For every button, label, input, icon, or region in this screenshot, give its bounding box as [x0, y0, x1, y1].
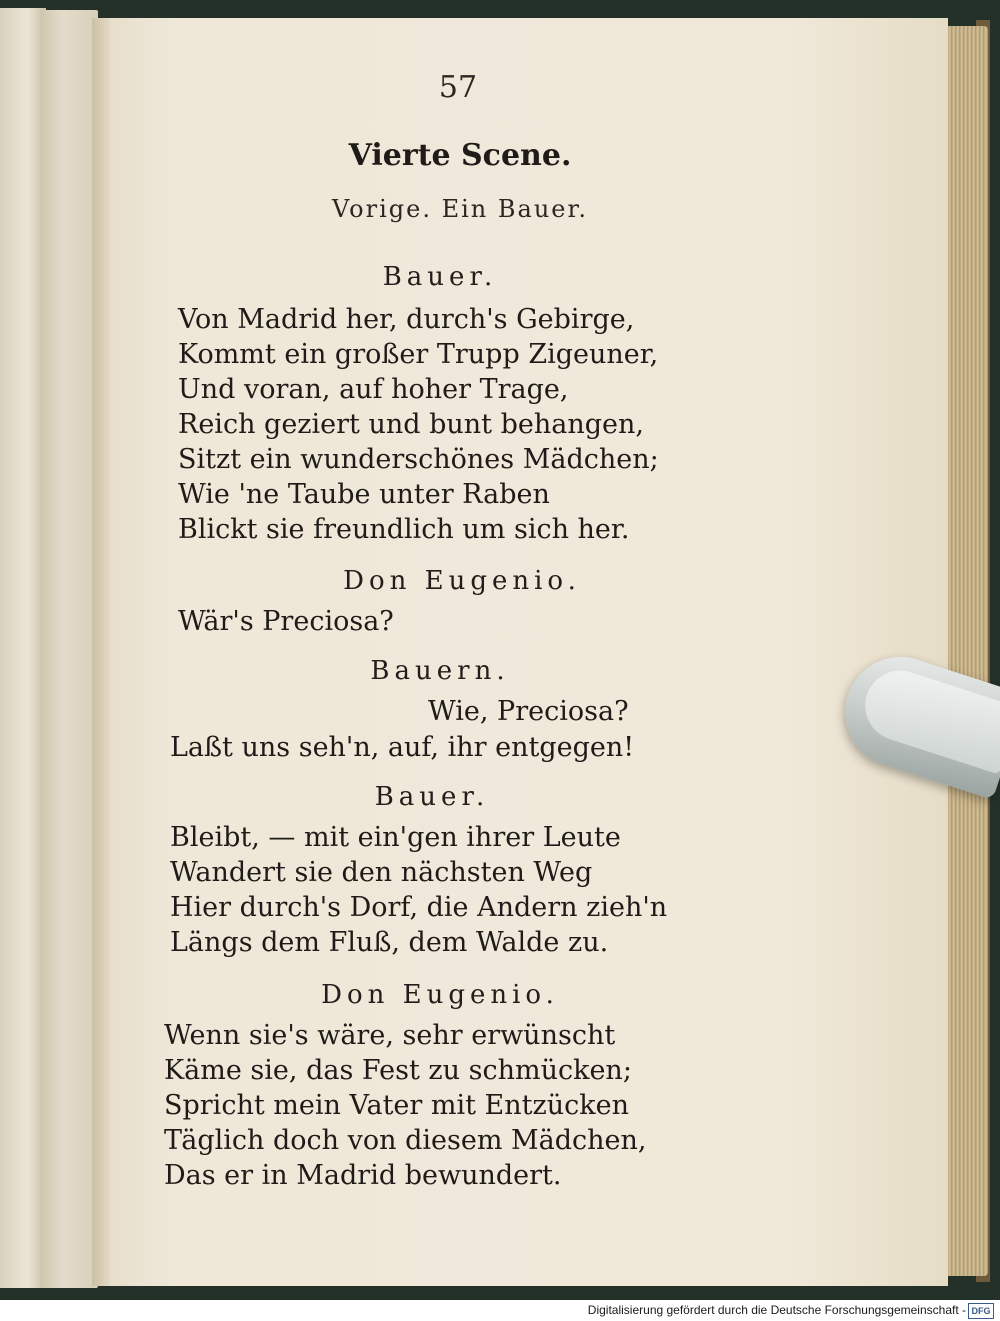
- verse-block: [170, 730, 634, 765]
- verse-line: Sitzt ein wunderschönes Mädchen;: [178, 444, 659, 475]
- verse-line: Bleibt, — mit ein'gen ihrer Leute: [170, 822, 621, 853]
- verse-line: Von Madrid her, durch's Gebirge,: [178, 304, 635, 335]
- verse-line: Laßt uns seh'n, auf, ihr entgegen!: [170, 732, 635, 763]
- funding-credit: Digitalisierung gefördert durch die Deutsche Forschungsgemeinschaft -: [587, 1303, 966, 1317]
- verse-line: Käme sie, das Fest zu schmücken;: [164, 1055, 632, 1086]
- speaker-name: Bauer.: [382, 262, 498, 292]
- verse-block: [164, 1018, 647, 1193]
- verse-line: Wie 'ne Taube unter Raben: [178, 479, 550, 510]
- verse-block: [178, 302, 659, 547]
- verse-line: Reich geziert und bunt behangen,: [178, 409, 644, 440]
- cast-line: Vorige. Ein Bauer.: [332, 195, 588, 223]
- left-page-fold: [40, 10, 98, 1288]
- verse-line: Wenn sie's wäre, sehr erwünscht: [164, 1020, 616, 1051]
- verse-line: Kommt ein großer Trupp Zigeuner,: [178, 339, 659, 370]
- verse-line: Blickt sie freundlich um sich her.: [178, 514, 630, 545]
- dfg-logo: DFG: [968, 1303, 994, 1319]
- verse-line: Das er in Madrid bewundert.: [164, 1160, 562, 1191]
- verse-line: Spricht mein Vater mit Entzücken: [164, 1090, 629, 1121]
- verse-line: Wär's Preciosa?: [178, 606, 394, 637]
- verse-line: Hier durch's Dorf, die Andern zieh'n: [170, 892, 668, 923]
- verse-line: Und voran, auf hoher Trage,: [178, 374, 569, 405]
- verse-line: Längs dem Fluß, dem Walde zu.: [170, 927, 609, 958]
- footer-bar: [0, 1300, 1000, 1321]
- verse-line: Täglich doch von diesem Mädchen,: [164, 1125, 647, 1156]
- scene-title: Vierte Scene.: [348, 138, 572, 173]
- verse-block: [170, 820, 667, 960]
- verse-line: Wie, Preciosa?: [428, 696, 629, 727]
- verse-block: [178, 604, 394, 639]
- verse-line: Wandert sie den nächsten Weg: [170, 857, 593, 888]
- speaker-name: Don Eugenio.: [343, 566, 581, 596]
- speaker-name: Don Eugenio.: [321, 980, 559, 1010]
- page-number: 57: [438, 70, 478, 105]
- speaker-name: Bauern.: [370, 656, 510, 686]
- page-block-edges: [944, 26, 988, 1276]
- speaker-name: Bauer.: [374, 782, 490, 812]
- verse-block: [428, 694, 629, 729]
